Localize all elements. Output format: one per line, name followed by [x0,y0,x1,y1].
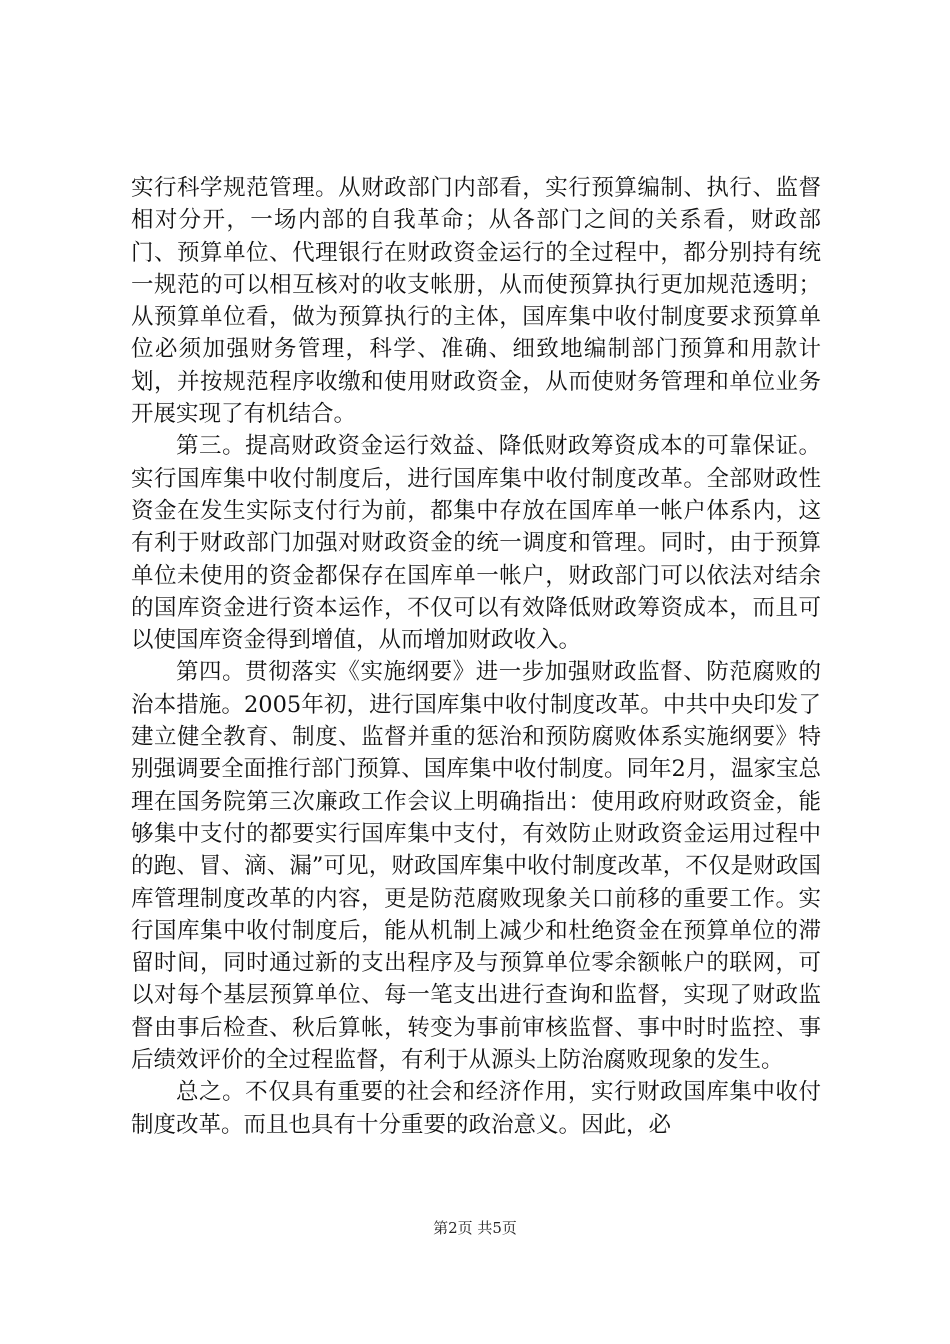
paragraph-conclusion: 总之。不仅具有重要的社会和经济作用，实行财政国库集中收付制度改革。而且也具有十分重要的政治意义。因此，必 [131,1079,821,1138]
document-body [131,172,821,1141]
paragraph-continuation: 实行科学规范管理。从财政部门内部看，实行预算编制、执行、监督相对分开，一场内部的自我革命；从各部门之间的关系看，财政部门、预算单位、代理银行在财政资金运行的全过程中，都分别持有统一规范的可以相互核对的收支帐册，从而使预算执行更加规范透明；从预算单位看，做为预算执行的主体，国库集中收付制度要求预算单位必须加强财务管理，科学、准确、细致地编制部门预算和用款计划，并按规范程序收缴和使用财政资金，从而使财务管理和单位业务开展实现了有机结合。 [131,175,821,428]
paragraph-fourth-point: 第四。贯彻落实《实施纲要》进一步加强财政监督、防范腐败的治本措施。2005年初，进行国库集中收付制度改革。中共中央印发了建立健全教育、制度、监督并重的惩治和预防腐败体系实施纲要》特别强调要全面推行部门预算、国库集中收付制度。同年2月，温家宝总理在国务院第三次廉政工作会议上明确指出：使用政府财政资金，能够集中支付的都要实行国库集中支付，有效防止财政资金运用过程中的跑、冒、滴、漏”可见，财政国库集中收付制度改革，不仅是财政国库管理制度改革的内容，更是防范腐败现象关口前移的重要工作。实行国库集中收付制度后，能从机制上减少和杜绝资金在预算单位的滞留时间，同时通过新的支出程序及与预算单位零余额帐户的联网，可以对每个基层预算单位、每一笔支出进行查询和监督，实现了财政监督由事后检查、秋后算帐，转变为事前审核监督、事中时时监控、事后绩效评价的全过程监督，有利于从源头上防治腐败现象的发生。 [131,659,821,1074]
page-footer [0,1218,950,1238]
page-number-label: 第2页 共5页 [433,1219,517,1237]
paragraph-third-point: 第三。提高财政资金运行效益、降低财政筹资成本的可靠保证。实行国库集中收付制度后，进行国库集中收付制度改革。全部财政性资金在发生实际支付行为前，都集中存放在国库单一帐户体系内，这有利于财政部门加强对财政资金的统一调度和管理。同时，由于预算单位未使用的资金都保存在国库单一帐户，财政部门可以依法对结余的国库资金进行资本运作，不仅可以有效降低财政筹资成本，而且可以使国库资金得到增值，从而增加财政收入。 [131,433,821,654]
